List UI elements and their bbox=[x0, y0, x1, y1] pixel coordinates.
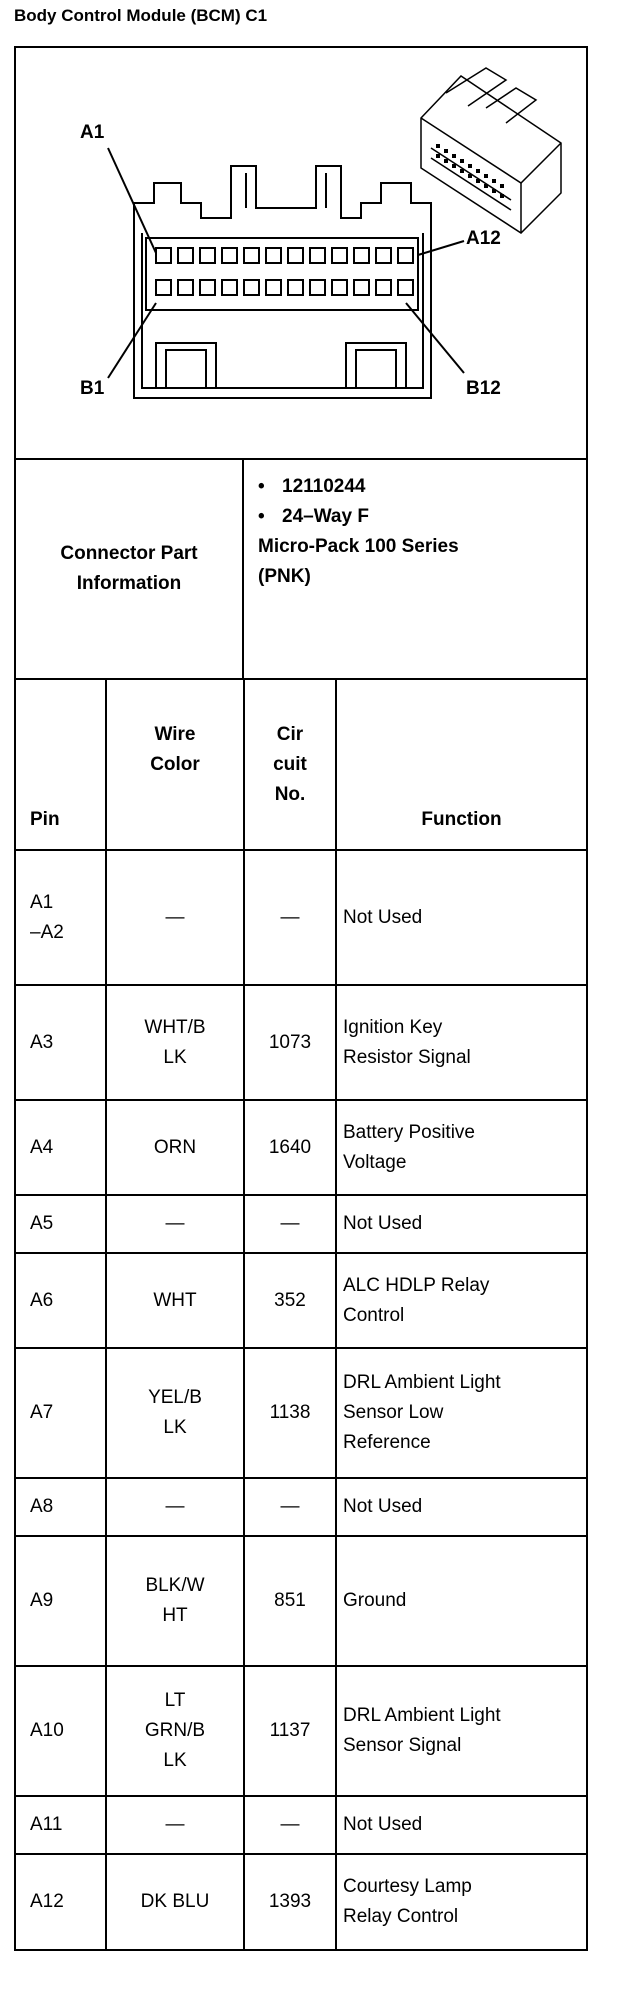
function-cell bbox=[336, 850, 586, 985]
pin-cell-line: A7 bbox=[30, 1402, 54, 1423]
wire-color-cell-line: LT bbox=[164, 1690, 186, 1711]
wire-color-cell-line: ORN bbox=[153, 1136, 197, 1158]
table-row bbox=[16, 1536, 586, 1666]
wire-color-cell bbox=[106, 985, 244, 1100]
header-line: Wire bbox=[154, 723, 196, 745]
part-info-label-line: Connector Part bbox=[60, 543, 198, 564]
page-title: Body Control Module (BCM) C1 bbox=[14, 6, 268, 25]
wire-color-cell bbox=[106, 1195, 244, 1253]
circuit-cell: 1073 bbox=[244, 985, 336, 1100]
wire-color-cell-line: — bbox=[165, 1496, 185, 1517]
function-cell-line: Resistor Signal bbox=[343, 1046, 471, 1068]
connector-part-information bbox=[16, 460, 586, 680]
function-cell-line: Reference bbox=[343, 1432, 431, 1453]
wire-color-cell-line: DK BLU bbox=[140, 1891, 210, 1912]
thumbnail-pin-marks bbox=[436, 144, 504, 198]
circuit-cell: — bbox=[244, 1478, 336, 1536]
circuit-cell: 1393 bbox=[244, 1854, 336, 1949]
wire-color-cell bbox=[106, 1253, 244, 1348]
pin-cell-line: A12 bbox=[30, 1891, 64, 1912]
connector-3d-thumbnail bbox=[421, 68, 561, 233]
wire-color-cell-line: GRN/B bbox=[144, 1720, 206, 1741]
function-cell bbox=[336, 1100, 586, 1195]
pin-cell-line: A11 bbox=[30, 1814, 63, 1835]
wire-color-cell-line: LK bbox=[163, 1046, 187, 1068]
function-cell-line: Relay Control bbox=[343, 1906, 459, 1927]
wire-color-cell-line: BLK/W bbox=[145, 1575, 205, 1596]
pin-cell bbox=[16, 1536, 106, 1666]
function-cell bbox=[336, 1195, 586, 1253]
pin-cell bbox=[16, 1478, 106, 1536]
wire-color-cell-line: HT bbox=[162, 1605, 188, 1626]
function-cell bbox=[336, 1796, 586, 1854]
pin-cell bbox=[16, 1854, 106, 1949]
table-row bbox=[16, 1666, 586, 1796]
wire-color-cell-line: YEL/B bbox=[148, 1387, 202, 1408]
wire-color-cell bbox=[106, 1536, 244, 1666]
circuit-cell: 1640 bbox=[244, 1100, 336, 1195]
circuit-cell: 1138 bbox=[244, 1348, 336, 1478]
pin-cell bbox=[16, 1100, 106, 1195]
pin-cell-line: A3 bbox=[30, 1031, 54, 1053]
function-cell-line: Not Used bbox=[343, 1496, 423, 1517]
function-cell-line: Sensor Low bbox=[343, 1402, 444, 1423]
circuit-cell: — bbox=[244, 850, 336, 985]
table-row bbox=[16, 1348, 586, 1478]
wire-color-cell bbox=[106, 1796, 244, 1854]
function-cell-line: DRL Ambient Light bbox=[343, 1372, 501, 1393]
wire-color-cell bbox=[106, 1348, 244, 1478]
header-function: Function bbox=[336, 680, 586, 850]
wire-color-cell-line: — bbox=[165, 1814, 185, 1835]
function-cell bbox=[336, 1478, 586, 1536]
circuit-cell: — bbox=[244, 1796, 336, 1854]
connector-diagram bbox=[16, 48, 586, 460]
pin-cell bbox=[16, 850, 106, 985]
function-cell-line: Courtesy Lamp bbox=[343, 1876, 472, 1897]
pin-cell-line: –A2 bbox=[30, 921, 64, 943]
pin-cell-line: A10 bbox=[30, 1720, 64, 1741]
table-row bbox=[16, 1478, 586, 1536]
function-cell-line: Not Used bbox=[343, 1213, 423, 1234]
header-pin: Pin bbox=[16, 680, 106, 850]
wire-color-cell bbox=[106, 1666, 244, 1796]
header-line: Color bbox=[150, 753, 200, 775]
part-way-count: • 24–Way F bbox=[258, 502, 586, 532]
wire-color-cell-line: — bbox=[165, 906, 185, 928]
function-cell-line: Control bbox=[343, 1304, 405, 1326]
wire-color-cell bbox=[106, 1100, 244, 1195]
function-cell-line: Ignition Key bbox=[343, 1016, 443, 1038]
part-number: • 12110244 bbox=[258, 472, 586, 502]
function-cell-line: Sensor Signal bbox=[343, 1735, 462, 1756]
table-row bbox=[16, 1796, 586, 1854]
function-cell-line: Not Used bbox=[343, 1814, 423, 1835]
table-row bbox=[16, 850, 586, 985]
function-cell bbox=[336, 1854, 586, 1949]
pin-cell bbox=[16, 1253, 106, 1348]
function-cell-line: ALC HDLP Relay bbox=[343, 1274, 490, 1296]
circuit-cell: 1137 bbox=[244, 1666, 336, 1796]
function-cell-line: Not Used bbox=[343, 906, 423, 928]
pin-cell-line: A5 bbox=[30, 1213, 54, 1234]
pin-cell bbox=[16, 1195, 106, 1253]
connector-sheet bbox=[14, 46, 588, 1951]
pin-cell-line: A9 bbox=[30, 1590, 54, 1611]
part-info-label bbox=[16, 460, 244, 678]
wire-color-cell-line: WHT bbox=[153, 1289, 197, 1311]
pin-cell-line: A1 bbox=[30, 891, 54, 913]
wire-color-cell bbox=[106, 850, 244, 985]
label-a1: A1 bbox=[80, 122, 105, 143]
pin-cell bbox=[16, 1348, 106, 1478]
header-line: No. bbox=[274, 783, 306, 805]
circuit-cell: 352 bbox=[244, 1253, 336, 1348]
part-info-details bbox=[244, 460, 586, 678]
function-cell bbox=[336, 1666, 586, 1796]
function-cell-line: Ground bbox=[343, 1590, 407, 1611]
table-row bbox=[16, 1854, 586, 1949]
table-header-row bbox=[16, 680, 586, 850]
function-cell-line: DRL Ambient Light bbox=[343, 1705, 501, 1726]
pin-cell bbox=[16, 985, 106, 1100]
table-row bbox=[16, 1100, 586, 1195]
label-b12: B12 bbox=[466, 378, 501, 399]
function-cell bbox=[336, 1536, 586, 1666]
function-cell bbox=[336, 985, 586, 1100]
wire-color-cell-line: LK bbox=[163, 1417, 187, 1438]
wire-color-cell-line: WHT/B bbox=[144, 1016, 206, 1038]
header-line: cuit bbox=[273, 753, 307, 775]
wire-color-cell bbox=[106, 1478, 244, 1536]
pinout-table bbox=[16, 680, 586, 1949]
part-info-label-line: Information bbox=[76, 573, 182, 594]
pin-cell-line: A8 bbox=[30, 1496, 54, 1517]
table-row bbox=[16, 1195, 586, 1253]
table-row bbox=[16, 1253, 586, 1348]
label-b1: B1 bbox=[80, 378, 105, 399]
part-color: (PNK) bbox=[258, 566, 311, 587]
wire-color-cell-line: — bbox=[165, 1213, 185, 1234]
table-row bbox=[16, 985, 586, 1100]
wire-color-cell-line: LK bbox=[163, 1750, 187, 1771]
function-cell bbox=[336, 1348, 586, 1478]
header-circuit-no bbox=[244, 680, 336, 850]
function-cell bbox=[336, 1253, 586, 1348]
function-cell-line: Voltage bbox=[343, 1151, 407, 1173]
wire-color-cell bbox=[106, 1854, 244, 1949]
circuit-cell: — bbox=[244, 1195, 336, 1253]
pin-cell bbox=[16, 1666, 106, 1796]
circuit-cell: 851 bbox=[244, 1536, 336, 1666]
pin-cell-line: A6 bbox=[30, 1289, 54, 1311]
header-line: Cir bbox=[276, 723, 304, 745]
pin-cell bbox=[16, 1796, 106, 1854]
header-wire-color bbox=[106, 680, 244, 850]
label-a12: A12 bbox=[466, 228, 501, 249]
pin-cell-line: A4 bbox=[30, 1136, 54, 1158]
pin-cavities bbox=[156, 248, 413, 295]
function-cell-line: Battery Positive bbox=[343, 1121, 475, 1143]
part-series: Micro-Pack 100 Series bbox=[258, 536, 459, 557]
